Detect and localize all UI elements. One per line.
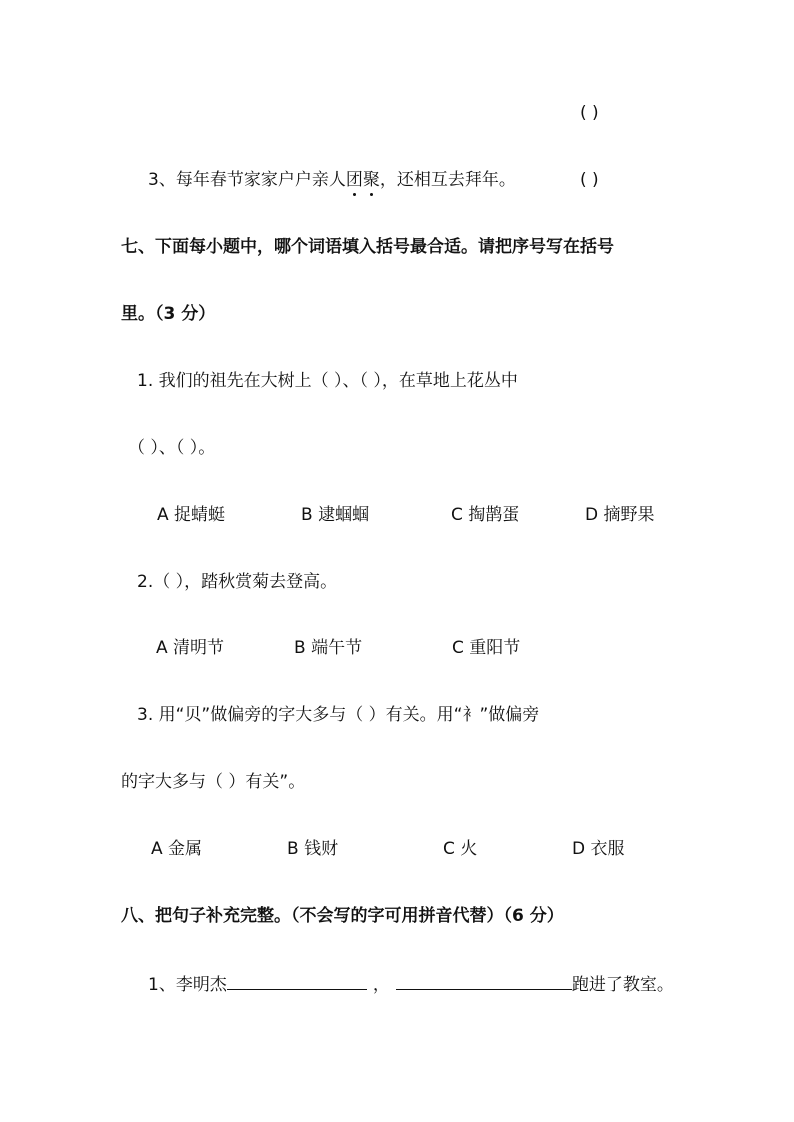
q1-prefix: 1、李明杰 xyxy=(148,975,227,995)
q1-suffix: 跑进了教室。 xyxy=(571,975,674,995)
answer-blank-2[interactable] xyxy=(396,971,572,990)
section-7-title-line-1: 七、下面每小题中，哪个词语填入括号最合适。请把序号写在括号 xyxy=(121,237,614,257)
item-3-suffix: ，还相互去拜年。 xyxy=(379,170,516,190)
q1-comma: ， xyxy=(372,975,390,995)
section-7-title-line-2: 里。（3 分） xyxy=(121,304,216,324)
q1-option-c: C 掏鹊蛋 xyxy=(451,505,520,525)
q1-option-a: A 捉蜻蜓 xyxy=(157,505,226,525)
section-7-q3-line-1: 3. 用“贝”做偏旁的字大多与（ ）有关。用“衤”做偏旁 xyxy=(137,705,540,725)
section-8-q1 xyxy=(148,971,674,997)
answer-blank-1[interactable] xyxy=(227,971,367,990)
dotted-char-2: 聚 xyxy=(362,170,380,190)
question-6-item-3 xyxy=(148,168,516,192)
section-7-q2-line: 2.（ ），踏秋赏菊去登高。 xyxy=(137,572,338,592)
q3-option-a: A 金属 xyxy=(151,839,203,859)
q3-option-d: D 衣服 xyxy=(572,839,625,859)
q2-option-c: C 重阳节 xyxy=(452,638,521,658)
q1-option-d: D 摘野果 xyxy=(585,505,655,525)
answer-paren-top[interactable]: ( ) xyxy=(580,103,599,123)
q2-option-b: B 端午节 xyxy=(294,638,363,658)
q3-option-b: B 钱财 xyxy=(287,839,339,859)
q1-option-b: B 逮蝈蝈 xyxy=(301,505,370,525)
dotted-char-1: 团 xyxy=(345,170,363,190)
section-8-title: 八、把句子补充完整。（不会写的字可用拼音代替）（6 分） xyxy=(121,906,564,926)
section-7-q3-line-2: 的字大多与（ ）有关”。 xyxy=(121,772,306,792)
section-7-q1-line-2: （ ）、（ ）。 xyxy=(128,438,216,458)
q3-option-c: C 火 xyxy=(443,839,478,859)
q2-option-a: A 清明节 xyxy=(156,638,225,658)
section-7-q1-line-1: 1. 我们的祖先在大树上（ ）、（ ），在草地上花丛中 xyxy=(137,371,518,391)
answer-paren-item-3[interactable]: ( ) xyxy=(580,170,599,190)
item-3-prefix: 3、每年春节家家户户亲人 xyxy=(148,170,346,190)
